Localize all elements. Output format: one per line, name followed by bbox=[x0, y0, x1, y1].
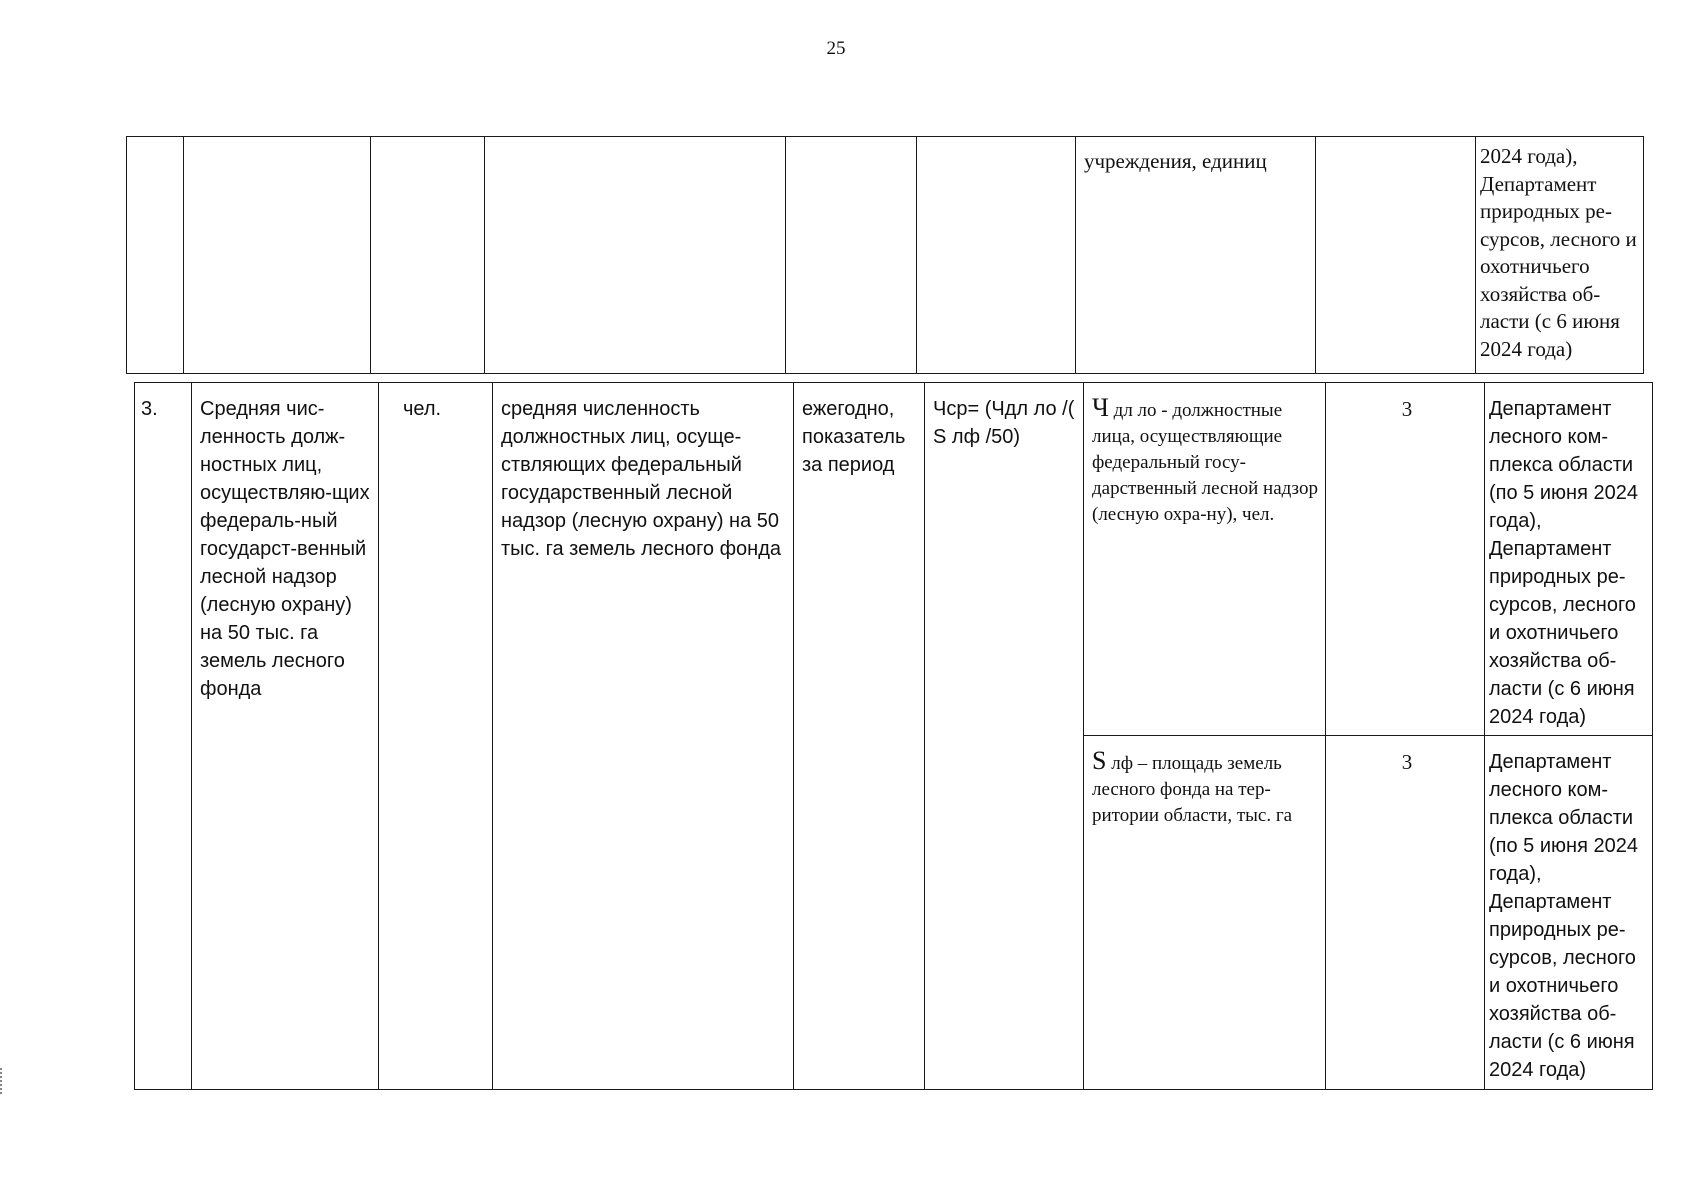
cell-responsible bbox=[1476, 137, 1644, 374]
cell-indicator-number bbox=[135, 383, 192, 1090]
param-1-value: 3 bbox=[1401, 397, 1413, 421]
cell-param-1-responsible bbox=[1485, 383, 1653, 736]
cell-periodicity bbox=[794, 383, 925, 1090]
cell-param-1 bbox=[1084, 383, 1326, 736]
cell-empty-name bbox=[184, 137, 371, 374]
cell-indicator-name bbox=[192, 383, 379, 1090]
cell-empty-formula bbox=[917, 137, 1076, 374]
cell-param-2 bbox=[1084, 736, 1326, 1090]
indicator-row bbox=[135, 383, 1653, 736]
param-2-value: 3 bbox=[1401, 750, 1413, 774]
indicator-unit: чел. bbox=[403, 398, 442, 420]
cell-formula bbox=[925, 383, 1084, 1090]
param-1-text: дл ло - должностные лица, осуществляющие федеральный госу-дарственный лесной надзор (лесную охра-ну), чел. bbox=[1092, 400, 1318, 525]
param-2-responsible: Департамент лесного ком-плекса области (по 5 июня 2024 года), Департамент природных ре-сурсов, лесного и охотничьего хозяйства об-ласти (с 6 июня 2024 года) bbox=[1489, 751, 1638, 1081]
cell-empty-periodicity bbox=[786, 137, 917, 374]
cell-param-2-value bbox=[1326, 736, 1485, 1090]
responsible-text: 2024 года), Департамент природных ре-сурсов, лесного и охотничьего хозяйства об-ласти (с 6 июня 2024 года) bbox=[1480, 144, 1637, 361]
param-2-text: лф – площадь земель лесного фонда на тер-ритории области, тыс. га bbox=[1092, 753, 1293, 826]
cell-empty-definition bbox=[485, 137, 786, 374]
param-text: учреждения, единиц bbox=[1084, 149, 1267, 173]
cell-param-1-value bbox=[1326, 383, 1485, 736]
indicator-formula: Чср= (Чдл ло /( S лф /50) bbox=[933, 398, 1075, 448]
cell-param-text bbox=[1076, 137, 1316, 374]
indicator-number: 3. bbox=[141, 398, 158, 420]
page-number: 25 bbox=[826, 38, 846, 59]
param-2-symbol: S bbox=[1092, 746, 1107, 775]
indicator-definition: средняя численность должностных лиц, осуще-ствляющих федеральный государственный лесной надзор (лесную охрану) на 50 тыс. га земель лесного фонда bbox=[501, 398, 782, 560]
indicator-table bbox=[134, 382, 1653, 1090]
scan-edge-mark bbox=[0, 1068, 6, 1094]
indicator-periodicity: ежегодно, показатель за период bbox=[802, 398, 906, 476]
cell-definition bbox=[493, 383, 794, 1090]
indicator-name: Средняя чис-ленность долж-ностных лиц, осуществляю-щих федераль-ный государст-венный лесной надзор (лесную охрану) на 50 тыс. га земель лесного фонда bbox=[200, 398, 370, 700]
cell-param-2-responsible bbox=[1485, 736, 1653, 1090]
cell-empty-number bbox=[127, 137, 184, 374]
cell-unit bbox=[379, 383, 493, 1090]
param-1-symbol: Ч bbox=[1092, 393, 1109, 422]
cell-empty-value bbox=[1316, 137, 1476, 374]
continuation-table bbox=[126, 136, 1644, 374]
param-1-responsible: Департамент лесного ком-плекса области (по 5 июня 2024 года), Департамент природных ре-сурсов, лесного и охотничьего хозяйства об-ласти (с 6 июня 2024 года) bbox=[1489, 398, 1638, 728]
continuation-row bbox=[127, 137, 1644, 374]
cell-empty-unit bbox=[371, 137, 485, 374]
